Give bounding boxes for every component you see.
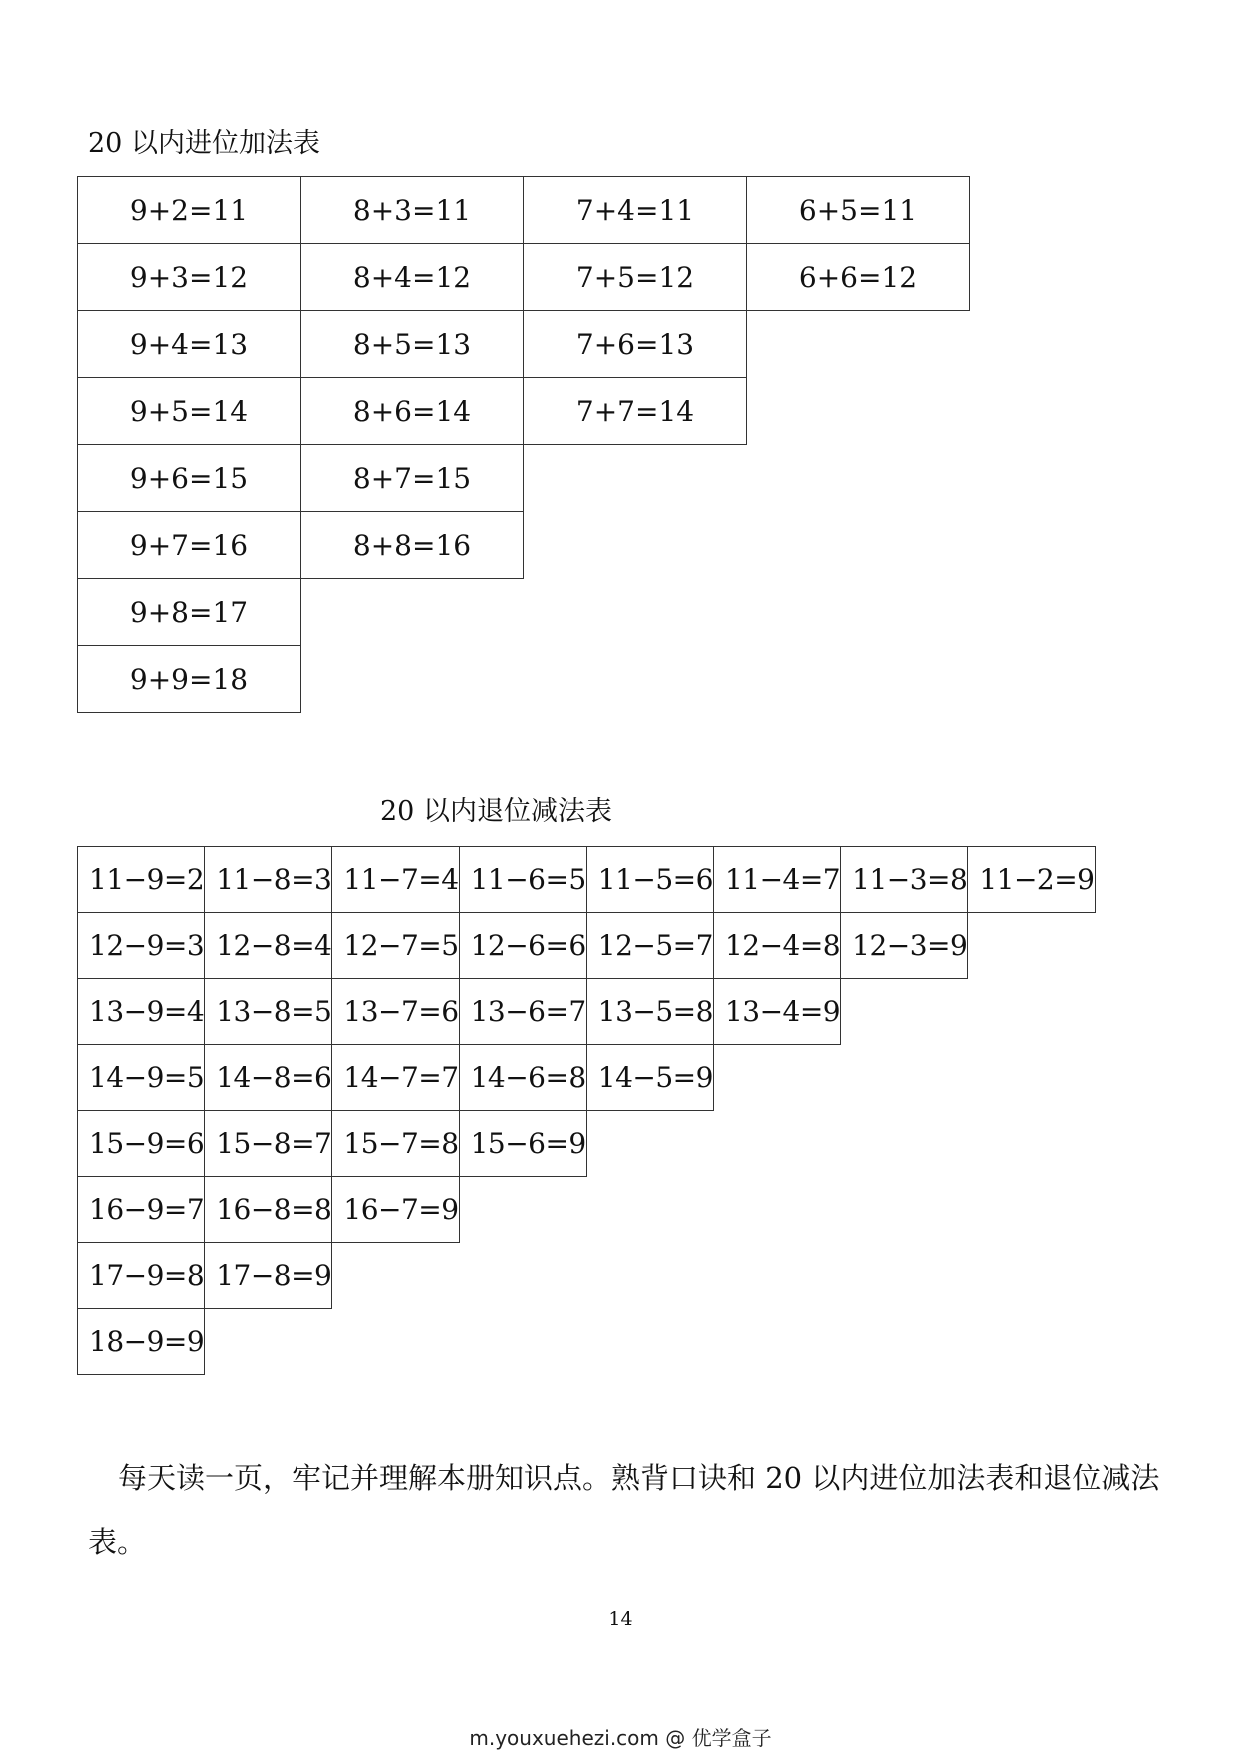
table-row xyxy=(78,1045,1096,1111)
equation-cell: 11−3=8 xyxy=(841,847,968,913)
table-row xyxy=(78,445,970,512)
equation-cell: 7+5=12 xyxy=(524,244,747,311)
study-note: 每天读一页，牢记并理解本册知识点。熟背口诀和 20 以内进位加法表和退位减法表。 xyxy=(88,1461,1160,1559)
equation-cell: 13−6=7 xyxy=(459,979,586,1045)
equation-cell: 8+6=14 xyxy=(301,378,524,445)
empty-cell xyxy=(841,1243,968,1309)
equation-cell: 14−5=9 xyxy=(586,1045,713,1111)
equation-cell: 9+3=12 xyxy=(78,244,301,311)
empty-cell xyxy=(747,512,970,579)
table-row xyxy=(78,1111,1096,1177)
equation-cell: 12−7=5 xyxy=(332,913,459,979)
table-row xyxy=(78,579,970,646)
equation-cell: 14−6=8 xyxy=(459,1045,586,1111)
equation-cell: 11−7=4 xyxy=(332,847,459,913)
empty-cell xyxy=(968,1177,1095,1243)
equation-cell: 12−8=4 xyxy=(205,913,332,979)
addition-table-title: 20 以内进位加法表 xyxy=(88,128,320,159)
empty-cell xyxy=(747,646,970,713)
equation-cell: 15−8=7 xyxy=(205,1111,332,1177)
equation-cell: 11−6=5 xyxy=(459,847,586,913)
equation-cell: 11−5=6 xyxy=(586,847,713,913)
addition-table xyxy=(77,176,970,713)
empty-cell xyxy=(747,311,970,378)
equation-cell: 9+7=16 xyxy=(78,512,301,579)
empty-cell xyxy=(968,1111,1095,1177)
table-row xyxy=(78,177,970,244)
empty-cell xyxy=(841,1177,968,1243)
equation-cell: 12−6=6 xyxy=(459,913,586,979)
equation-cell: 7+7=14 xyxy=(524,378,747,445)
empty-cell xyxy=(586,1177,713,1243)
empty-cell xyxy=(586,1111,713,1177)
equation-cell: 8+3=11 xyxy=(301,177,524,244)
empty-cell xyxy=(968,1243,1095,1309)
equation-cell: 6+5=11 xyxy=(747,177,970,244)
equation-cell: 13−5=8 xyxy=(586,979,713,1045)
empty-cell xyxy=(747,579,970,646)
empty-cell xyxy=(332,1243,459,1309)
equation-cell: 11−4=7 xyxy=(713,847,840,913)
empty-cell xyxy=(841,1309,968,1375)
empty-cell xyxy=(968,913,1095,979)
empty-cell xyxy=(524,579,747,646)
equation-cell: 9+4=13 xyxy=(78,311,301,378)
empty-cell xyxy=(713,1111,840,1177)
table-row xyxy=(78,847,1096,913)
empty-cell xyxy=(968,1309,1095,1375)
equation-cell: 11−8=3 xyxy=(205,847,332,913)
equation-cell: 14−8=6 xyxy=(205,1045,332,1111)
empty-cell xyxy=(713,1045,840,1111)
subtraction-table-title: 20 以内退位减法表 xyxy=(380,796,612,827)
table-row xyxy=(78,1177,1096,1243)
equation-cell: 13−9=4 xyxy=(78,979,205,1045)
table-row xyxy=(78,311,970,378)
empty-cell xyxy=(205,1309,332,1375)
empty-cell xyxy=(524,512,747,579)
table-row xyxy=(78,646,970,713)
equation-cell: 12−5=7 xyxy=(586,913,713,979)
equation-cell: 8+4=12 xyxy=(301,244,524,311)
equation-cell: 16−7=9 xyxy=(332,1177,459,1243)
table-row xyxy=(78,1309,1096,1375)
equation-cell: 16−9=7 xyxy=(78,1177,205,1243)
equation-cell: 15−9=6 xyxy=(78,1111,205,1177)
empty-cell xyxy=(459,1243,586,1309)
table-row xyxy=(78,1243,1096,1309)
equation-cell: 12−4=8 xyxy=(713,913,840,979)
equation-cell: 9+8=17 xyxy=(78,579,301,646)
empty-cell xyxy=(968,979,1095,1045)
empty-cell xyxy=(841,979,968,1045)
equation-cell: 6+6=12 xyxy=(747,244,970,311)
equation-cell: 12−9=3 xyxy=(78,913,205,979)
equation-cell: 9+9=18 xyxy=(78,646,301,713)
equation-cell: 13−7=6 xyxy=(332,979,459,1045)
equation-cell: 8+7=15 xyxy=(301,445,524,512)
empty-cell xyxy=(747,378,970,445)
empty-cell xyxy=(586,1243,713,1309)
empty-cell xyxy=(747,445,970,512)
equation-cell: 7+4=11 xyxy=(524,177,747,244)
equation-cell: 7+6=13 xyxy=(524,311,747,378)
equation-cell: 17−8=9 xyxy=(205,1243,332,1309)
equation-cell: 16−8=8 xyxy=(205,1177,332,1243)
table-row xyxy=(78,244,970,311)
equation-cell: 15−7=8 xyxy=(332,1111,459,1177)
equation-cell: 14−7=7 xyxy=(332,1045,459,1111)
equation-cell: 14−9=5 xyxy=(78,1045,205,1111)
empty-cell xyxy=(459,1309,586,1375)
empty-cell xyxy=(524,445,747,512)
equation-cell: 8+8=16 xyxy=(301,512,524,579)
empty-cell xyxy=(459,1177,586,1243)
footer-watermark: m.youxuehezi.com @ 优学盒子 xyxy=(469,1726,772,1750)
empty-cell xyxy=(586,1309,713,1375)
equation-cell: 15−6=9 xyxy=(459,1111,586,1177)
equation-cell: 18−9=9 xyxy=(78,1309,205,1375)
empty-cell xyxy=(713,1309,840,1375)
empty-cell xyxy=(301,579,524,646)
empty-cell xyxy=(713,1177,840,1243)
empty-cell xyxy=(301,646,524,713)
table-row xyxy=(78,378,970,445)
equation-cell: 9+2=11 xyxy=(78,177,301,244)
empty-cell xyxy=(841,1111,968,1177)
equation-cell: 17−9=8 xyxy=(78,1243,205,1309)
equation-cell: 13−4=9 xyxy=(713,979,840,1045)
subtraction-table xyxy=(77,846,1096,1375)
equation-cell: 12−3=9 xyxy=(841,913,968,979)
empty-cell xyxy=(841,1045,968,1111)
empty-cell xyxy=(332,1309,459,1375)
table-row xyxy=(78,512,970,579)
equation-cell: 11−2=9 xyxy=(968,847,1095,913)
equation-cell: 9+6=15 xyxy=(78,445,301,512)
equation-cell: 11−9=2 xyxy=(78,847,205,913)
equation-cell: 8+5=13 xyxy=(301,311,524,378)
table-row xyxy=(78,913,1096,979)
equation-cell: 9+5=14 xyxy=(78,378,301,445)
page-number: 14 xyxy=(608,1608,633,1630)
empty-cell xyxy=(713,1243,840,1309)
table-row xyxy=(78,979,1096,1045)
empty-cell xyxy=(524,646,747,713)
empty-cell xyxy=(968,1045,1095,1111)
equation-cell: 13−8=5 xyxy=(205,979,332,1045)
